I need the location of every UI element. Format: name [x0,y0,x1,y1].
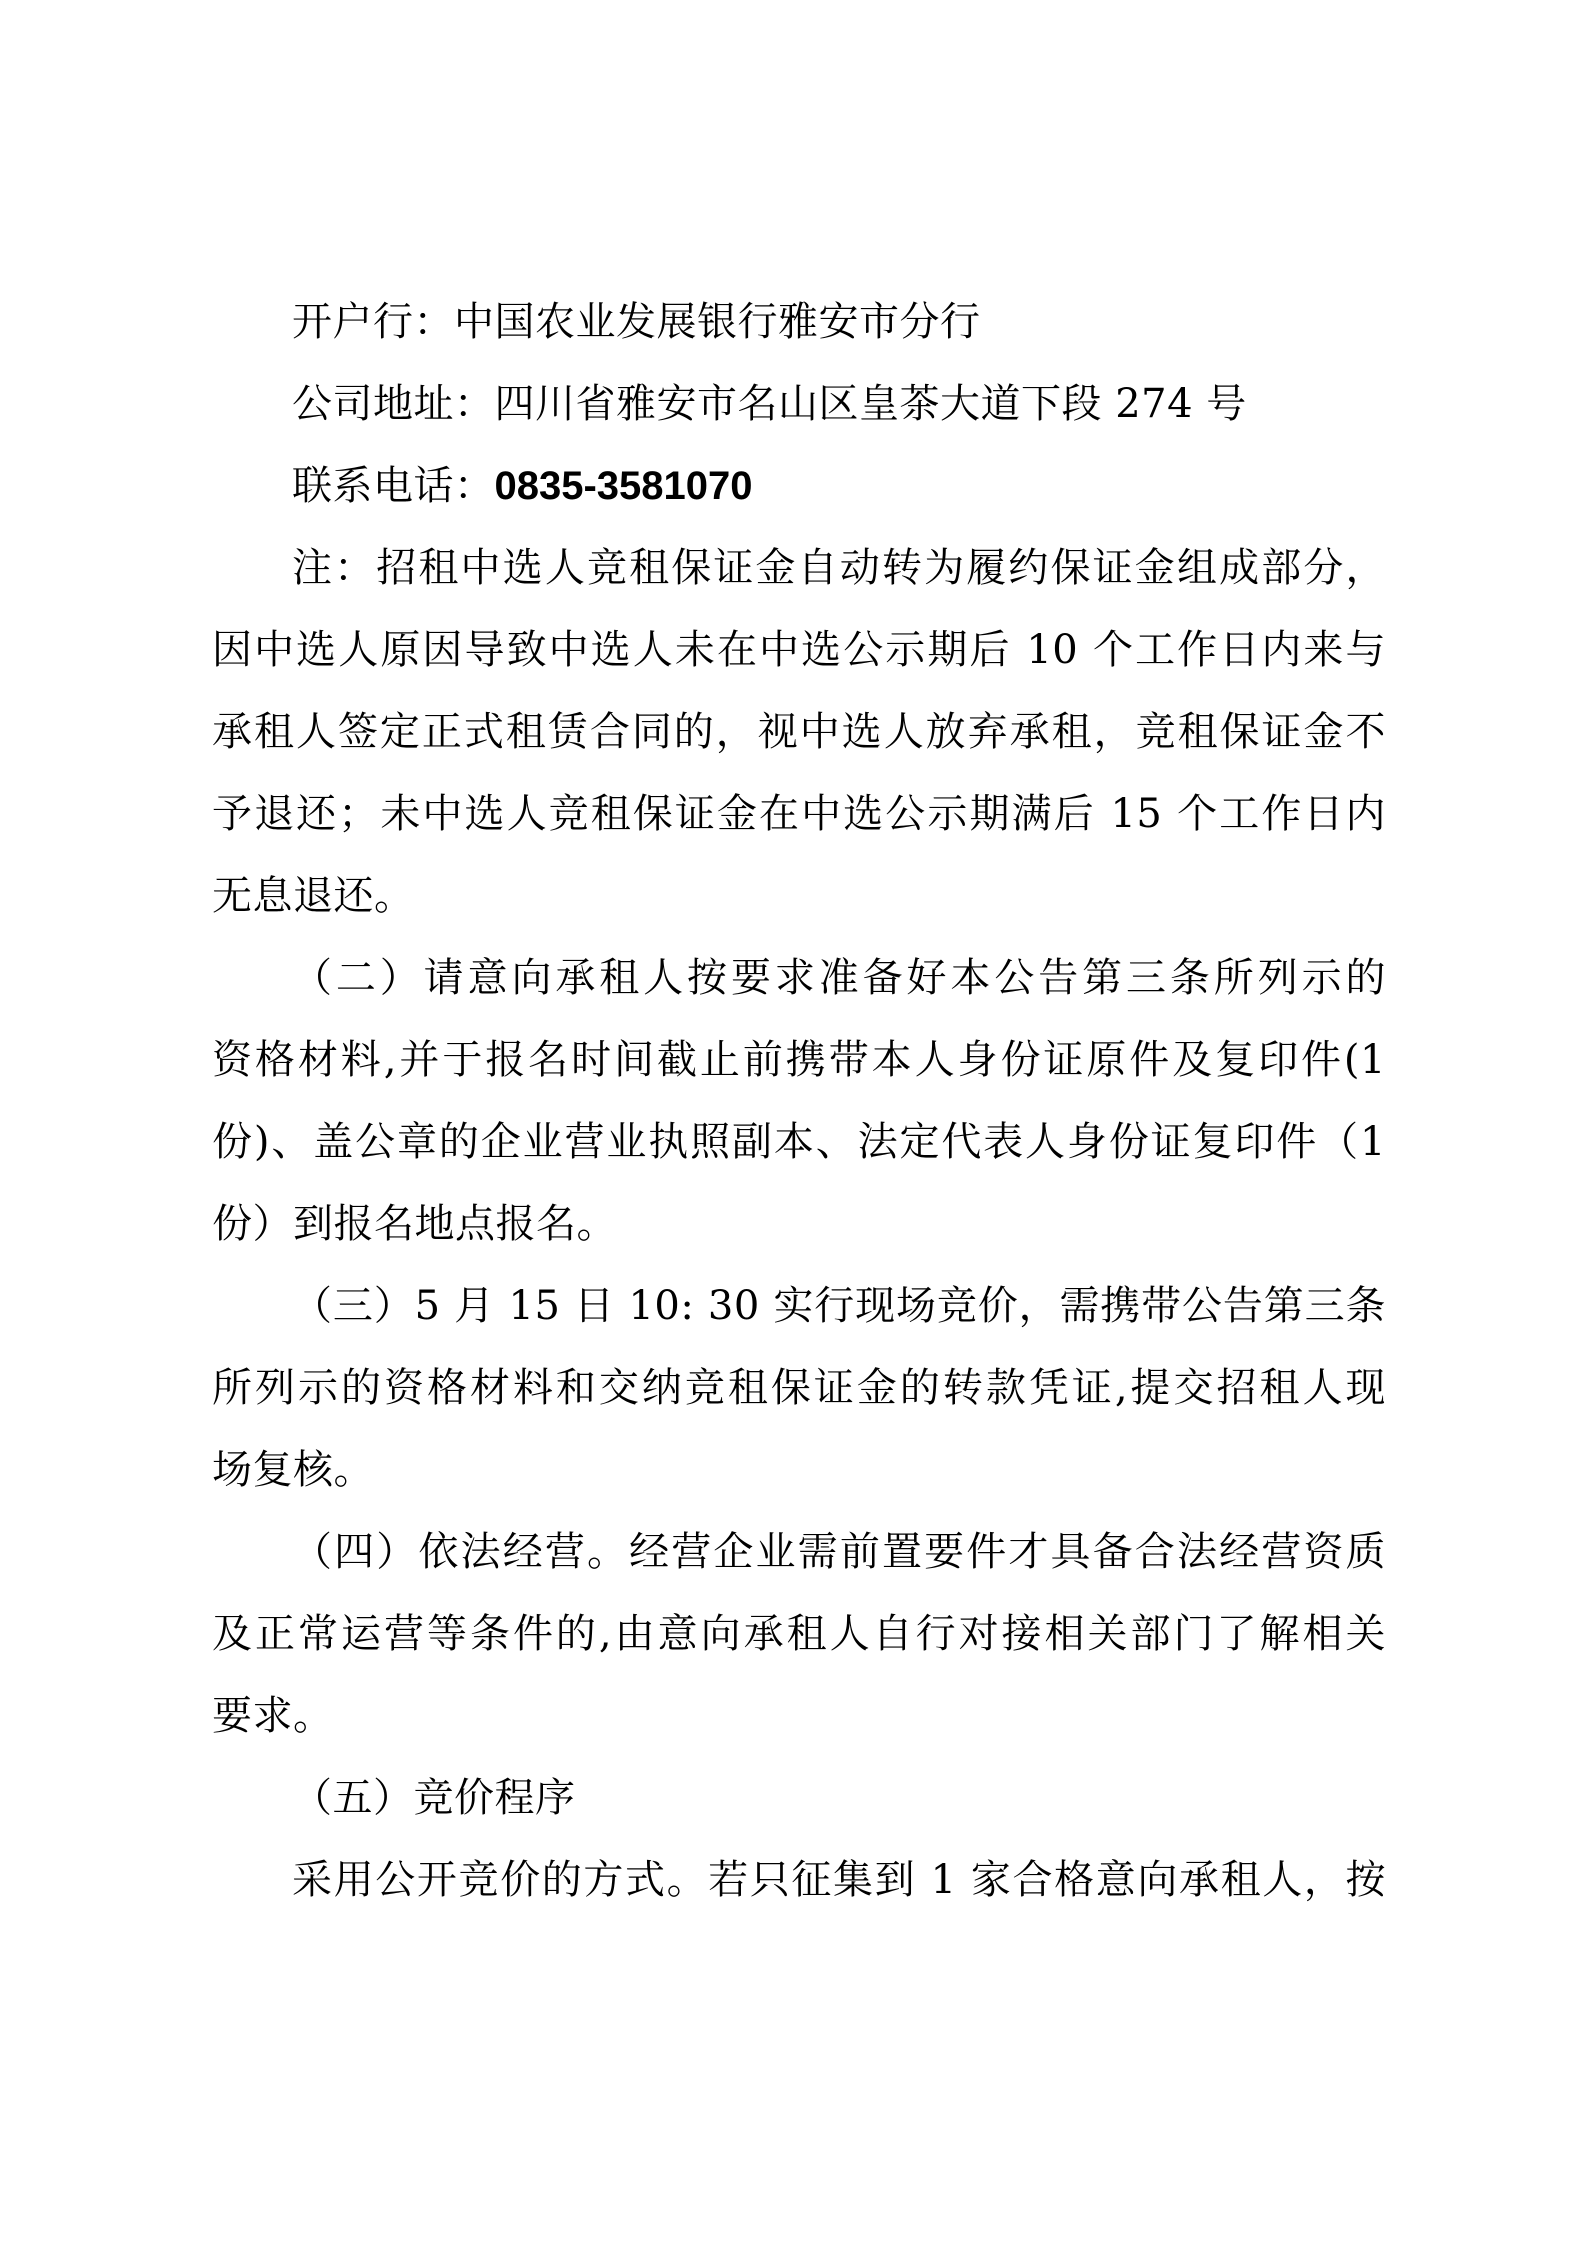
contact-phone-number: 0835-3581070 [494,464,753,508]
section2-line: 份）到报名地点报名。 [212,1201,617,1247]
section4-line: 及正常运营等条件的,由意向承租人自行对接相关部门了解相关 [212,1611,1386,1657]
note-line: 注：招租中选人竞租保证金自动转为履约保证金组成部分， [292,545,1386,591]
company-address-line: 公司地址：四川省雅安市名山区皇茶大道下段 274 号 [292,381,1247,427]
section3-line: 所列示的资格材料和交纳竞租保证金的转款凭证,提交招租人现 [212,1365,1386,1411]
contact-phone-label: 联系电话： [292,463,495,509]
section5-heading: （五）竞价程序 [292,1775,576,1821]
section4-line: 要求。 [212,1693,334,1739]
note-line: 因中选人原因导致中选人未在中选公示期后 10 个工作日内来与 [212,627,1386,673]
section3-line: 场复核。 [212,1447,374,1493]
section4-line: （四）依法经营。经营企业需前置要件才具备合法经营资质 [292,1529,1386,1575]
note-line: 予退还；未中选人竞租保证金在中选公示期满后 15 个工作日内 [212,791,1386,837]
section3-line: （三）5 月 15 日 10: 30 实行现场竞价，需携带公告第三条 [292,1283,1386,1329]
document-body [212,281,1386,1921]
section2-line: （二）请意向承租人按要求准备好本公告第三条所列示的 [292,955,1386,1001]
section2-line: 份)、盖公章的企业营业执照副本、法定代表人身份证复印件（1 [212,1119,1386,1165]
note-line: 无息退还。 [212,873,415,919]
contact-phone-line [212,445,1386,527]
bank-account-line: 开户行：中国农业发展银行雅安市分行 [292,299,981,345]
note-line: 承租人签定正式租赁合同的，视中选人放弃承租，竞租保证金不 [212,709,1386,755]
section5-line: 采用公开竞价的方式。若只征集到 1 家合格意向承租人，按 [292,1857,1386,1903]
section2-line: 资格材料,并于报名时间截止前携带本人身份证原件及复印件(1 [212,1037,1386,1083]
